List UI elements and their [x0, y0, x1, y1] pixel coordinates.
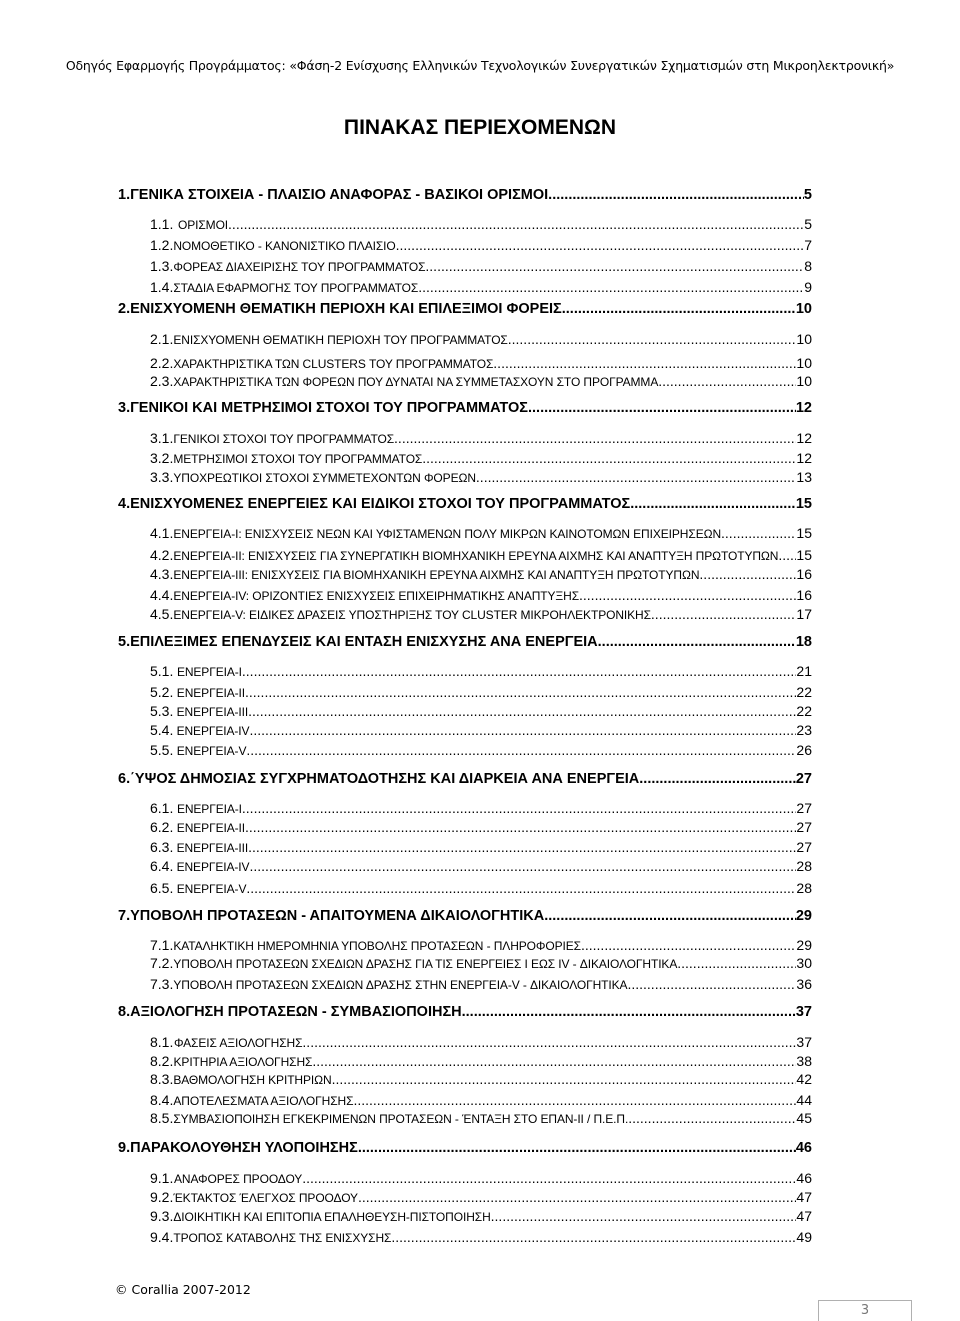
toc-entry-4-3[interactable]	[150, 566, 812, 582]
toc-text: ΓΕΝΙΚΟΙ ΚΑΙ ΜΕΤΡΗΣΙΜΟΙ ΣΤΟΧΟΙ ΤΟΥ ΠΡΟΓΡΑΜΜΑΤΟΣ	[130, 400, 528, 416]
toc-number: 1.	[118, 187, 131, 203]
toc-leader-dots	[778, 547, 796, 563]
toc-page: 28	[796, 880, 812, 896]
toc-number: 6.4.	[150, 858, 174, 874]
toc-page: 13	[796, 469, 812, 485]
toc-number: 7.2.	[150, 955, 174, 971]
toc-page: 44	[796, 1092, 812, 1108]
toc-page: 47	[796, 1208, 812, 1224]
toc-page: 15	[796, 547, 812, 563]
toc-text: ΝΟΜΟΘΕΤΙΚΟ - ΚΑΝΟΝΙΣΤΙΚΟ ΠΛΑΙΣΙΟ	[173, 239, 396, 253]
toc-leader-dots	[721, 525, 796, 541]
toc-text: ΠΑΡΑΚΟΛΟΥΘΗΣΗ ΥΛΟΠΟΙΗΣΗΣ	[130, 1140, 358, 1156]
toc-entry-3-2[interactable]	[150, 450, 812, 466]
toc-number: 4.3.	[150, 566, 174, 582]
toc-entry-6-5[interactable]	[150, 880, 812, 896]
toc-leader-dots	[579, 587, 796, 603]
toc-leader-dots	[476, 469, 797, 485]
toc-entry-5-4[interactable]	[150, 722, 812, 738]
toc-page: 27	[796, 819, 812, 835]
toc-entry-7-1[interactable]	[150, 937, 812, 953]
toc-entry-8-5[interactable]	[150, 1110, 812, 1126]
toc-text: ΜΕΤΡΗΣΙΜΟΙ ΣΤΟΧΟΙ ΤΟΥ ΠΡΟΓΡΑΜΜΑΤΟΣ	[173, 452, 423, 466]
toc-text: ΕΝΙΣΧΥΟΜΕΝΗ ΘΕΜΑΤΙΚΗ ΠΕΡΙΟΧΗ ΤΟΥ ΠΡΟΓΡΑΜΜΑΤΟΣ	[173, 333, 508, 347]
toc-text: ΑΝΑΦΟΡΕΣ ΠΡΟΟΔΟΥ	[174, 1172, 303, 1186]
toc-number: 1.4.	[150, 279, 174, 295]
page-number: 3	[860, 1303, 870, 1318]
toc-text: ΚΑΤΑΛΗΚΤΙΚΗ ΗΜΕΡΟΜΗΝΙΑ ΥΠΟΒΟΛΗΣ ΠΡΟΤΑΣΕΩΝ - ΠΛΗΡΟΦΟΡΙΕΣ	[173, 939, 581, 953]
toc-leader-dots	[628, 1110, 796, 1126]
toc-page: 17	[796, 606, 812, 622]
toc-text: ΑΞΙΟΛΟΓΗΣΗ ΠΡΟΤΑΣΕΩΝ - ΣΥΜΒΑΣΙΟΠΟΙΗΣΗ	[130, 1004, 462, 1020]
running-header: Οδηγός Εφαρμογής Προγράμματος: «Φάση-2 Ενίσχυσης Ελληνικών Τεχνολογικών Συνεργατικών Σχηματισμών στη Μικροηλεκτρονική»	[65, 58, 895, 73]
toc-page: 36	[796, 976, 812, 992]
toc-page: 22	[796, 684, 812, 700]
toc-number: 7.3.	[150, 976, 174, 992]
toc-number: 9.1.	[150, 1170, 174, 1186]
toc-text: ΥΠΟΒΟΛΗ ΠΡΟΤΑΣΕΩΝ ΣΧΕΔΙΩΝ ΔΡΑΣΗΣ ΣΤΗΝ ΕΝΕΡΓΕΙΑ-V - ΔΙΚΑΙΟΛΟΓΗΤΙΚΑ	[173, 978, 628, 992]
toc-page: 15	[796, 525, 812, 541]
toc-number: 9.4.	[150, 1229, 174, 1245]
toc-page: 12	[796, 450, 812, 466]
toc-number: 5.5.	[150, 742, 174, 758]
toc-entry-8[interactable]	[118, 1004, 812, 1020]
toc-page: 8	[804, 258, 812, 274]
toc-entry-8-3[interactable]	[150, 1071, 812, 1087]
toc-entry-5[interactable]	[118, 634, 812, 650]
toc-entry-9-1[interactable]	[150, 1170, 812, 1186]
toc-page: 21	[796, 663, 812, 679]
toc-leader-dots	[248, 839, 796, 855]
toc-text: ΑΠΟΤΕΛΕΣΜΑΤΑ ΑΞΙΟΛΟΓΗΣΗΣ	[173, 1094, 354, 1108]
toc-number: 8.3.	[150, 1071, 174, 1087]
toc-leader-dots	[353, 1092, 796, 1108]
toc-text: ΕΝΕΡΓΕΙΑ-IV: ΟΡΙΖΟΝΤΙΕΣ ΕΝΙΣΧΥΣΕΙΣ ΕΠΙΧΕΙΡΗΜΑΤΙΚΗΣ ΑΝΑΠΤΥΞΗΣ	[173, 589, 580, 603]
toc-entry-4[interactable]	[118, 496, 812, 512]
toc-leader-dots	[462, 1004, 796, 1020]
toc-page: 15	[795, 496, 812, 512]
toc-number: 2.2.	[150, 355, 174, 371]
toc-text: ΕΝΕΡΓΕΙΑ-II: ΕΝΙΣΧΥΣΕΙΣ ΓΙΑ ΣΥΝΕΡΓΑΤΙΚΗ ΒΙΟΜΗΧΑΝΙΚΗ ΕΡΕΥΝΑ ΑΙΧΜΗΣ ΚΑΙ ΑΝΑΠΤΥΞΗ ΠΡΩΤΟΤΥΠΩΝ	[173, 549, 779, 563]
toc-text: ΕΝΕΡΓΕΙΑ-III: ΕΝΙΣΧΥΣΕΙΣ ΓΙΑ ΒΙΟΜΗΧΑΝΙΚΗ ΕΡΕΥΝΑ ΑΙΧΜΗΣ ΚΑΙ ΑΝΑΠΤΥΞΗ ΠΡΩΤΟΤΥΠΩΝ	[173, 568, 700, 582]
toc-text: ΧΑΡΑΚΤΗΡΙΣΤΙΚΑ ΤΩΝ ΦΟΡΕΩΝ ΠΟΥ ΔΥΝΑΤΑΙ ΝΑ ΣΥΜΜΕΤΑΣΧΟΥΝ ΣΤΟ ΠΡΟΓΡΑΜΜΑ	[173, 375, 659, 389]
toc-page: 27	[796, 839, 812, 855]
toc-number: 2.	[118, 301, 131, 317]
toc-entry-4-5[interactable]	[150, 606, 812, 622]
toc-leader-dots	[396, 237, 805, 253]
toc-leader-dots	[394, 430, 796, 446]
toc-entry-1[interactable]	[118, 187, 812, 203]
toc-entry-7-3[interactable]	[150, 976, 812, 992]
toc-text: ΓΕΝΙΚΟΙ ΣΤΟΧΟΙ ΤΟΥ ΠΡΟΓΡΑΜΜΑΤΟΣ	[173, 432, 395, 446]
toc-page: 46	[795, 1140, 812, 1156]
page-number-box	[818, 1300, 912, 1321]
toc-page: 5	[803, 187, 812, 203]
toc-page: 23	[796, 722, 812, 738]
toc-text: ΥΠΟΧΡΕΩΤΙΚΟΙ ΣΤΟΧΟΙ ΣΥΜΜΕΤΕΧΟΝΤΩΝ ΦΟΡΕΩΝ	[173, 471, 476, 485]
toc-page: 46	[796, 1170, 812, 1186]
toc-entry-9[interactable]	[118, 1140, 812, 1156]
toc-text: ΥΠΟΒΟΛΗ ΠΡΟΤΑΣΕΩΝ ΣΧΕΔΙΩΝ ΔΡΑΣΗΣ ΓΙΑ ΤΙΣ ΕΝΕΡΓΕΙΕΣ I ΕΩΣ IV - ΔΙΚΑΙΟΛΟΓΗΤΙΚΑ	[173, 957, 678, 971]
toc-leader-dots	[425, 258, 804, 274]
toc-text: ΤΡΟΠΟΣ ΚΑΤΑΒΟΛΗΣ ΤΗΣ ΕΝΙΣΧΥΣΗΣ	[173, 1231, 392, 1245]
toc-number: 6.3.	[150, 839, 174, 855]
toc-text: ΧΑΡΑΚΤΗΡΙΣΤΙΚΑ ΤΩΝ CLUSTERS ΤΟΥ ΠΡΟΓΡΑΜΜΑΤΟΣ	[173, 357, 494, 371]
toc-entry-2-2[interactable]	[150, 355, 812, 371]
toc-leader-dots	[598, 634, 796, 650]
toc-number: 1.3.	[150, 258, 174, 274]
toc-leader-dots	[312, 1053, 796, 1069]
toc-entry-7[interactable]	[118, 908, 812, 924]
toc-number: 3.1.	[150, 430, 174, 446]
toc-page: 16	[796, 566, 812, 582]
toc-page: 10	[795, 301, 812, 317]
toc-page: 42	[796, 1071, 812, 1087]
toc-leader-dots	[249, 858, 796, 874]
toc-number: 4.5.	[150, 606, 174, 622]
toc-entry-8-4[interactable]	[150, 1092, 812, 1108]
toc-leader-dots	[699, 566, 796, 582]
toc-text: ΦΟΡΕΑΣ ΔΙΑΧΕΙΡΙΣΗΣ ΤΟΥ ΠΡΟΓΡΑΜΜΑΤΟΣ	[173, 260, 426, 274]
toc-text: ΕΝΙΣΧΥΟΜΕΝΕΣ ΕΝΕΡΓΕΙΕΣ ΚΑΙ ΕΙΔΙΚΟΙ ΣΤΟΧΟΙ ΤΟΥ ΠΡΟΓΡΑΜΜΑΤΟΣ	[130, 496, 631, 512]
toc-leader-dots	[639, 771, 796, 787]
toc-text: ΣΤΑΔΙΑ ΕΦΑΡΜΟΓΗΣ ΤΟΥ ΠΡΟΓΡΑΜΜΑΤΟΣ	[173, 281, 419, 295]
toc-text: ΕΝΕΡΓΕΙΑ-V	[176, 882, 247, 896]
toc-entry-6-4[interactable]	[150, 858, 812, 874]
toc-text: ΟΡΙΣΜΟΙ	[177, 218, 229, 232]
toc-page: 9	[804, 279, 812, 295]
toc-number: 9.2.	[150, 1189, 174, 1205]
toc-entry-2-1[interactable]	[150, 331, 812, 347]
toc-number: 3.	[118, 400, 131, 416]
toc-number: 6.5.	[150, 880, 174, 896]
toc-entry-5-5[interactable]	[150, 742, 812, 758]
toc-leader-dots	[242, 800, 797, 816]
toc-number: 8.2.	[150, 1053, 174, 1069]
toc-number: 6.	[118, 771, 131, 787]
toc-text: ΕΝΕΡΓΕΙΑ-V	[176, 744, 247, 758]
toc-leader-dots	[302, 1034, 796, 1050]
toc-leader-dots	[245, 819, 796, 835]
toc-number: 5.1.	[150, 663, 174, 679]
toc-entry-1-3[interactable]	[150, 258, 812, 274]
toc-entry-3[interactable]	[118, 400, 812, 416]
toc-page: 10	[796, 355, 812, 371]
toc-entry-6-1[interactable]	[150, 800, 812, 816]
toc-number: 4.1.	[150, 525, 174, 541]
toc-leader-dots	[677, 955, 796, 971]
toc-text: ΥΠΟΒΟΛΗ ΠΡΟΤΑΣΕΩΝ - ΑΠΑΙΤΟΥΜΕΝΑ ΔΙΚΑΙΟΛΟΓΗΤΙΚΑ	[130, 908, 545, 924]
toc-entry-7-2[interactable]	[150, 955, 812, 971]
toc-page: 49	[796, 1229, 812, 1245]
toc-page: 12	[796, 430, 812, 446]
toc-entry-5-3[interactable]	[150, 703, 812, 719]
toc-page: 29	[795, 908, 812, 924]
toc-number: 4.4.	[150, 587, 174, 603]
toc-entry-9-2[interactable]	[150, 1189, 812, 1205]
toc-leader-dots	[548, 187, 804, 203]
toc-entry-6-3[interactable]	[150, 839, 812, 855]
toc-number: 5.4.	[150, 722, 174, 738]
toc-text: ΒΑΘΜΟΛΟΓΗΣΗ ΚΡΙΤΗΡΙΩΝ	[173, 1073, 332, 1087]
toc-text: ΚΡΙΤΗΡΙΑ ΑΞΙΟΛΟΓΗΣΗΣ	[173, 1055, 313, 1069]
toc-number: 8.1.	[150, 1034, 174, 1050]
toc-entry-4-2[interactable]	[150, 547, 812, 563]
toc-page: 5	[804, 216, 812, 232]
toc-text: ΕΝΕΡΓΕΙΑ-I: ΕΝΙΣΧΥΣΕΙΣ ΝΕΩΝ ΚΑΙ ΥΦΙΣΤΑΜΕΝΩΝ ΠΟΛΥ ΜΙΚΡΩΝ ΚΑΙΝΟΤΟΜΩΝ ΕΠΙΧΕΙΡΗΣΕΩΝ	[173, 527, 722, 541]
toc-page: 45	[796, 1110, 812, 1126]
toc-number: 9.3.	[150, 1208, 174, 1224]
toc-number: 5.	[118, 634, 131, 650]
toc-leader-dots	[508, 331, 797, 347]
toc-page: 22	[796, 703, 812, 719]
toc-leader-dots	[418, 279, 804, 295]
toc-text: ΕΝΕΡΓΕΙΑ-IV	[176, 724, 250, 738]
toc-text: ΔΙΟΙΚΗΤΙΚΗ ΚΑΙ ΕΠΙΤΟΠΙΑ ΕΠΑΛΗΘΕΥΣΗ-ΠΙΣΤΟΠΟΙΗΣΗ	[173, 1210, 491, 1224]
toc-page: 10	[796, 373, 812, 389]
toc-text: ΕΝΕΡΓΕΙΑ-IV	[176, 860, 250, 874]
toc-leader-dots	[491, 1208, 797, 1224]
toc-text: ΕΠΙΛΕΞΙΜΕΣ ΕΠΕΝΔΥΣΕΙΣ ΚΑΙ ΕΝΤΑΣΗ ΕΝΙΣΧΥΣΗΣ ΑΝΑ ΕΝΕΡΓΕΙΑ	[130, 634, 598, 650]
toc-leader-dots	[658, 373, 796, 389]
toc-number: 4.2.	[150, 547, 174, 563]
toc-number: 7.1.	[150, 937, 174, 953]
toc-leader-dots	[248, 703, 796, 719]
toc-leader-dots	[245, 684, 796, 700]
toc-entry-1-1[interactable]	[150, 216, 812, 232]
toc-number: 5.2.	[150, 684, 174, 700]
toc-number: 6.2.	[150, 819, 174, 835]
toc-entry-4-4[interactable]	[150, 587, 812, 603]
toc-leader-dots	[422, 450, 796, 466]
toc-page: 37	[796, 1034, 812, 1050]
toc-text: ΄ΥΨΟΣ ΔΗΜΟΣΙΑΣ ΣΥΓΧΡΗΜΑΤΟΔΟΤΗΣΗΣ ΚΑΙ ΔΙΑΡΚΕΙΑ ΑΝΑ ΕΝΕΡΓΕΙΑ	[130, 771, 640, 787]
toc-page: 37	[795, 1004, 812, 1020]
toc-leader-dots	[581, 937, 796, 953]
toc-entry-3-1[interactable]	[150, 430, 812, 446]
toc-page: 10	[796, 331, 812, 347]
toc-page: 29	[796, 937, 812, 953]
toc-number: 4.	[118, 496, 131, 512]
toc-number: 8.	[118, 1004, 131, 1020]
toc-number: 3.2.	[150, 450, 174, 466]
toc-page: 47	[796, 1189, 812, 1205]
toc-text: ΕΝΕΡΓΕΙΑ-III	[176, 841, 249, 855]
toc-entry-3-3[interactable]	[150, 469, 812, 485]
toc-text: ΕΝΙΣΧΥΟΜΕΝΗ ΘΕΜΑΤΙΚΗ ΠΕΡΙΟΧΗ ΚΑΙ ΕΠΙΛΕΞΙΜΟΙ ΦΟΡΕΙΣ	[130, 301, 562, 317]
toc-leader-dots	[332, 1071, 797, 1087]
toc-number: 9.	[118, 1140, 131, 1156]
toc-leader-dots	[493, 355, 796, 371]
footer-copyright: © Corallia 2007-2012	[115, 1282, 251, 1297]
toc-text: ΕΝΕΡΓΕΙΑ-I	[176, 665, 242, 679]
toc-text: ΓΕΝΙΚΑ ΣΤΟΙΧΕΙΑ - ΠΛΑΙΣΙΟ ΑΝΑΦΟΡΑΣ - ΒΑΣΙΚΟΙ ΟΡΙΣΜΟΙ	[130, 187, 549, 203]
toc-entry-4-1[interactable]	[150, 525, 812, 541]
toc-page: 16	[796, 587, 812, 603]
toc-page: 27	[795, 771, 812, 787]
toc-page: 12	[795, 400, 812, 416]
toc-text: ΕΝΕΡΓΕΙΑ-V: ΕΙΔΙΚΕΣ ΔΡΑΣΕΙΣ ΥΠΟΣΤΗΡΙΞΗΣ ΤΟΥ CLUSTER ΜΙΚΡΟΗΛΕΚΤΡΟΝΙΚΗΣ	[173, 608, 651, 622]
toc-leader-dots	[544, 908, 796, 924]
toc-number: 3.3.	[150, 469, 174, 485]
toc-page: 18	[795, 634, 812, 650]
toc-number: 1.1.	[150, 216, 174, 232]
toc-leader-dots	[302, 1170, 796, 1186]
toc-leader-dots	[651, 606, 797, 622]
toc-number: 2.1.	[150, 331, 174, 347]
toc-leader-dots	[630, 496, 796, 512]
toc-entry-1-2[interactable]	[150, 237, 812, 253]
toc-number: 2.3.	[150, 373, 174, 389]
toc-page: 38	[796, 1053, 812, 1069]
toc-number: 8.4.	[150, 1092, 174, 1108]
toc-entry-1-4[interactable]	[150, 279, 812, 295]
toc-entry-8-1[interactable]	[150, 1034, 812, 1050]
toc-number: 8.5.	[150, 1110, 174, 1126]
toc-leader-dots	[627, 976, 796, 992]
toc-leader-dots	[246, 880, 796, 896]
toc-leader-dots	[358, 1140, 796, 1156]
toc-entry-2-3[interactable]	[150, 373, 812, 389]
toc-leader-dots	[242, 663, 797, 679]
toc-page: 30	[796, 955, 812, 971]
toc-leader-dots	[246, 742, 796, 758]
toc-page: 7	[804, 237, 812, 253]
toc-entry-8-2[interactable]	[150, 1053, 812, 1069]
toc-text: ΕΝΕΡΓΕΙΑ-II	[176, 821, 245, 835]
toc-number: 1.2.	[150, 237, 174, 253]
toc-number: 7.	[118, 908, 131, 924]
toc-entry-6[interactable]	[118, 771, 812, 787]
toc-page: 26	[796, 742, 812, 758]
toc-entry-9-4[interactable]	[150, 1229, 812, 1245]
toc-entry-5-1[interactable]	[150, 663, 812, 679]
toc-text: ΦΑΣΕΙΣ ΑΞΙΟΛΟΓΗΣΗΣ	[174, 1036, 303, 1050]
toc-page: 28	[796, 858, 812, 874]
toc-entry-6-2[interactable]	[150, 819, 812, 835]
toc-entry-5-2[interactable]	[150, 684, 812, 700]
toc-leader-dots	[391, 1229, 796, 1245]
toc-leader-dots	[249, 722, 796, 738]
toc-leader-dots	[228, 216, 804, 232]
toc-leader-dots	[562, 301, 796, 317]
toc-entry-2[interactable]	[118, 301, 812, 317]
toc-entry-9-3[interactable]	[150, 1208, 812, 1224]
toc-text: ΕΝΕΡΓΕΙΑ-III	[176, 705, 249, 719]
toc-page: 27	[796, 800, 812, 816]
toc-text: ΣΥΜΒΑΣΙΟΠΟΙΗΣΗ ΕΓΚΕΚΡΙΜΕΝΩΝ ΠΡΟΤΑΣΕΩΝ - ΈΝΤΑΞΗ ΣΤΟ ΕΠΑΝ-ΙΙ / Π.Ε.Π.	[173, 1112, 629, 1126]
toc-text: ΈΚΤΑΚΤΟΣ ΈΛΕΓΧΟΣ ΠΡΟΟΔΟΥ	[173, 1191, 358, 1205]
toc-text: ΕΝΕΡΓΕΙΑ-II	[176, 686, 245, 700]
toc-number: 5.3.	[150, 703, 174, 719]
page-title: ΠΙΝΑΚΑΣ ΠΕΡΙΕΧΟΜΕΝΩΝ	[343, 116, 617, 139]
toc-number: 6.1.	[150, 800, 174, 816]
toc-leader-dots	[528, 400, 796, 416]
toc-leader-dots	[358, 1189, 796, 1205]
toc-text: ΕΝΕΡΓΕΙΑ-I	[176, 802, 242, 816]
